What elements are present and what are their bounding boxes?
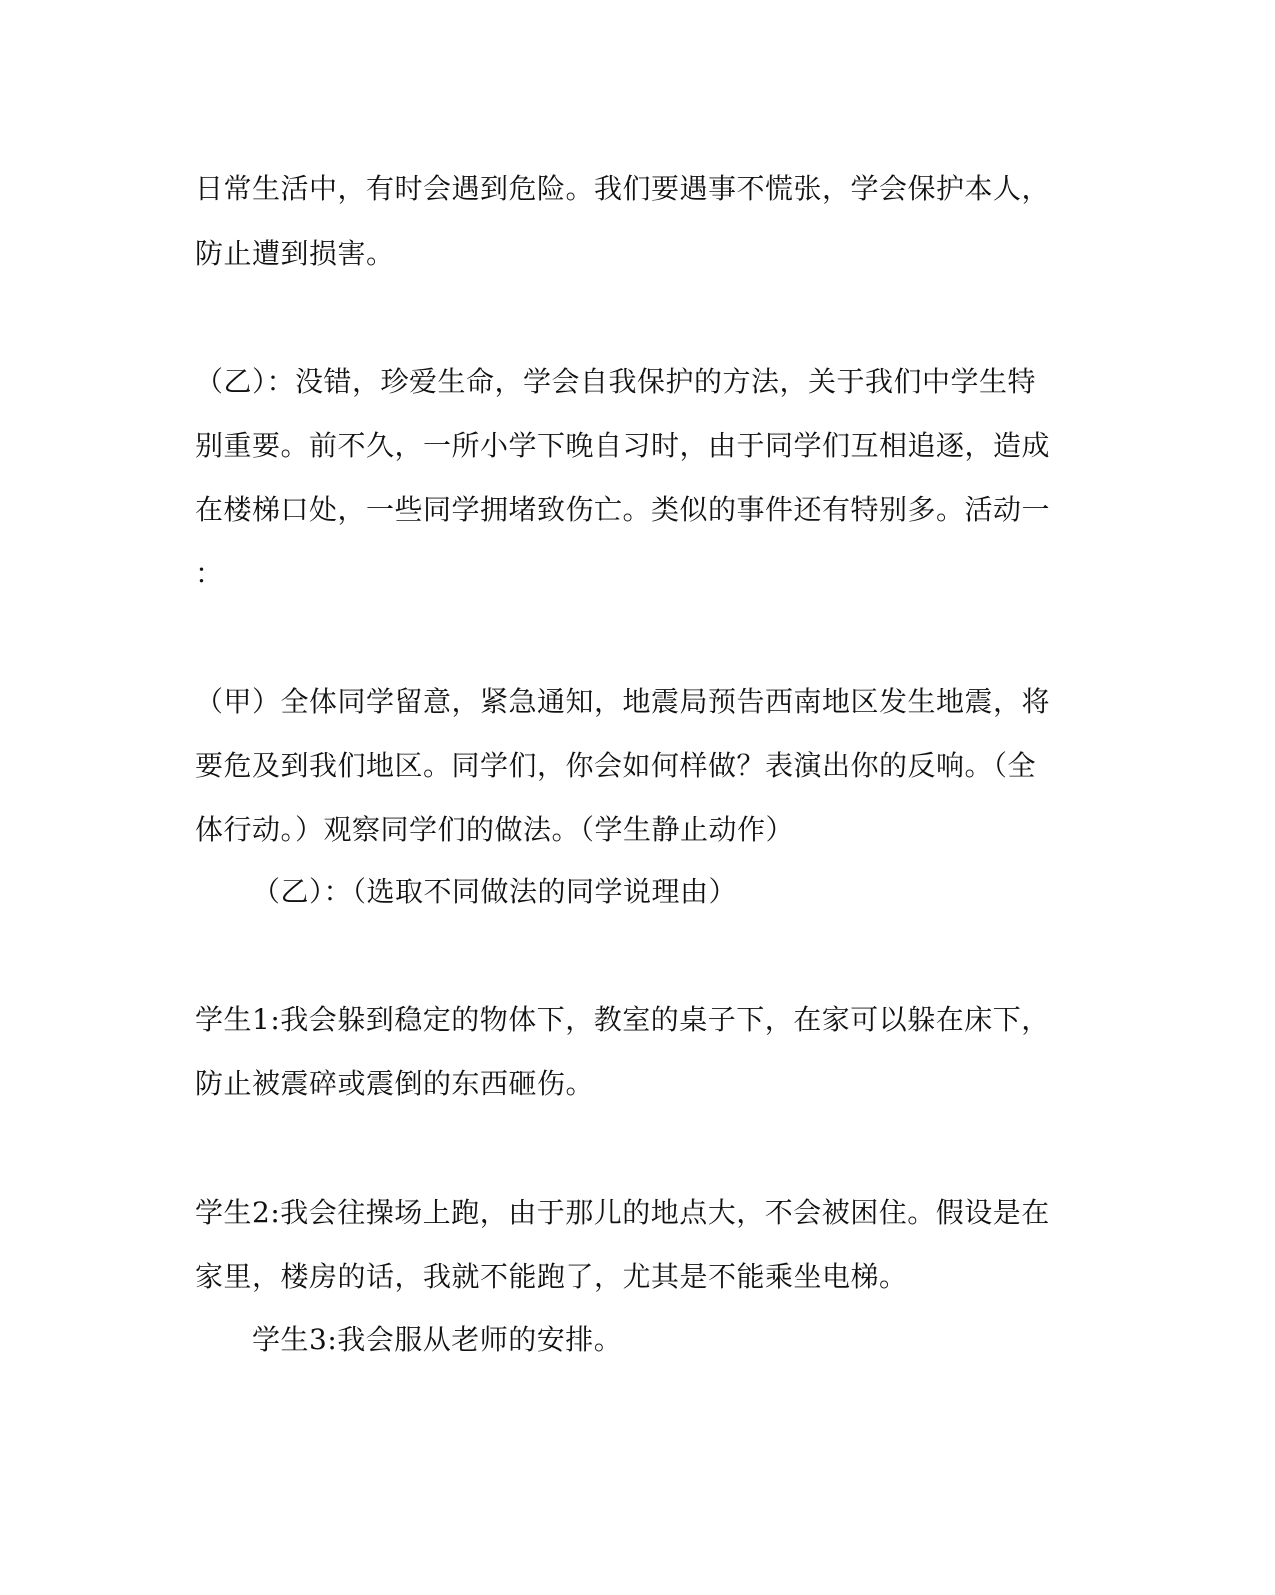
text-line: 学生3:我会服从老师的安排。 <box>252 1323 623 1356</box>
text-line: （甲）全体同学留意，紧急通知，地震局预告西南地区发生地震，将 <box>195 685 1051 718</box>
text-line: （乙）：没错，珍爱生命，学会自我保护的方法，关于我们中学生特 <box>195 365 1037 398</box>
text-line: 学生1:我会躲到稳定的物体下，教室的桌子下，在家可以躲在床下， <box>195 1003 1050 1036</box>
text-line: 体行动。）观察同学们的做法。（学生静止动作） <box>195 813 795 846</box>
text-line: 学生2:我会往操场上跑，由于那儿的地点大，不会被困住。假设是在 <box>195 1196 1050 1229</box>
text-line: 防止遭到损害。 <box>195 237 395 270</box>
text-line: 要危及到我们地区。同学们，你会如何样做？表演出你的反响。（全 <box>195 749 1037 782</box>
text-line: 在楼梯口处，一些同学拥堵致伤亡。类似的事件还有特别多。活动一 <box>195 493 1051 526</box>
text-line: 日常生活中，有时会遇到危险。我们要遇事不慌张，学会保护本人， <box>195 172 1051 205</box>
text-line: 防止被震碎或震倒的东西砸伤。 <box>195 1067 595 1100</box>
text-line: 家里，楼房的话，我就不能跑了，尤其是不能乘坐电梯。 <box>195 1260 908 1293</box>
text-line: ： <box>195 557 224 590</box>
text-line: 别重要。前不久，一所小学下晚自习时，由于同学们互相追逐，造成 <box>195 429 1051 462</box>
text-line: （乙）：（选取不同做法的同学说理由） <box>252 875 738 908</box>
